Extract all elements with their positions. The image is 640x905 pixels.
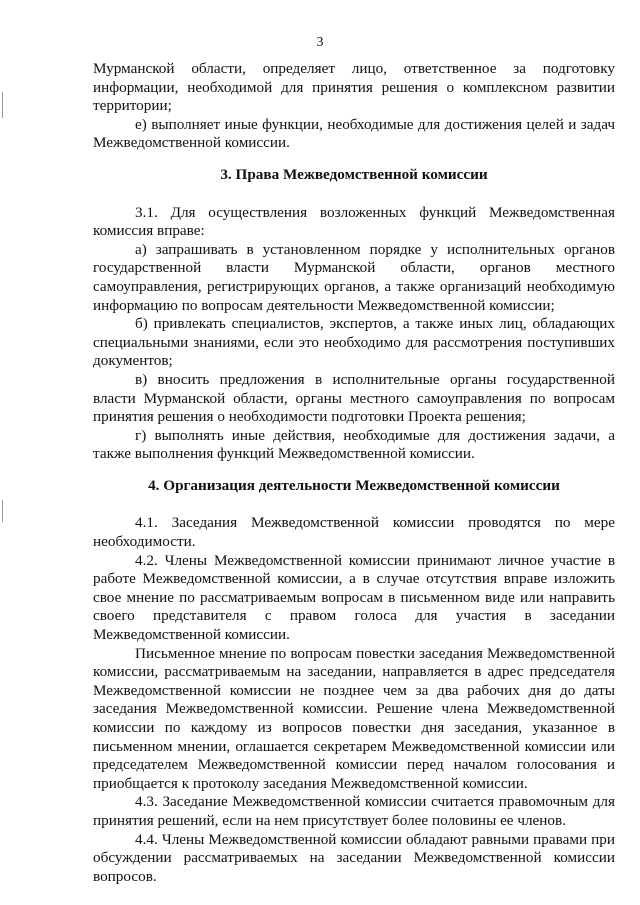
paragraph-continuation: Мурманской области, определяет лицо, ответственное за подготовку информации, необходимой для принятия решения о комплексном развитии территории; — [93, 60, 615, 115]
paragraph-item-a: а) запрашивать в установленном порядке у исполнительных органов государственной власти Мурманской области, органов местного самоуправления, регистрирующих органов, а также организаций необходимую информацию по вопросам деятельности Межведомственной комиссии; — [93, 240, 615, 314]
paragraph-4-4: 4.4. Члены Межведомственной комиссии обладают равными правами при обсуждении рассматриваемых на заседании Межведомственной комиссии вопросов. — [93, 830, 615, 885]
paragraph-4-3: 4.3. Заседание Межведомственной комиссии считается правомочным для принятия решений, если на нем присутствует более половины ее членов. — [93, 793, 615, 829]
scan-edge-mark — [2, 92, 3, 118]
section-heading-4: 4. Организация деятельности Межведомственной комиссии — [148, 476, 560, 494]
paragraph-4-1: 4.1. Заседания Межведомственной комиссии проводятся по мере необходимости. — [93, 514, 615, 551]
paragraph-item-v: в) вносить предложения в исполнительные органы государственной власти Мурманской области, органы местного самоуправления по вопросам принятия решения о необходимости подготовки Проекта решения; — [93, 370, 615, 426]
page-number: 3 — [316, 35, 324, 50]
paragraph-item-g: г) выполнять иные действия, необходимые для достижения задачи, а также выполнения функций Межведомственной комиссии. — [93, 426, 615, 463]
paragraph-4-2: 4.2. Члены Межведомственной комиссии принимают личное участие в работе Межведомственной комиссии, а в случае отсутствия вправе изложить свое мнение по рассматриваемым вопросам в письменном виде или направить своего представителя с правом голоса для участия в заседании Межведомственной комиссии. — [93, 551, 615, 644]
document-body — [93, 60, 615, 886]
paragraph-3-1: 3.1. Для осуществления возложенных функций Межведомственная комиссия вправе: — [93, 203, 615, 240]
paragraph-item-e: е) выполняет иные функции, необходимые для достижения целей и задач Межведомственной комиссии. — [93, 115, 615, 152]
section-heading-3: 3. Права Межведомственной комиссии — [220, 165, 488, 183]
scan-edge-mark — [2, 500, 3, 522]
paragraph-item-b: б) привлекать специалистов, экспертов, а также иных лиц, обладающих специальными знаниями, если это необходимо для рассмотрения поступивших документов; — [93, 315, 615, 370]
paragraph-written-opinion: Письменное мнение по вопросам повестки заседания Межведомственной комиссии, рассматриваемым на заседании, направляется в адрес председателя Межведомственной комиссии не позднее чем за два рабочих дня до даты заседания Межведомственной комиссии. Решение члена Межведомственной комиссии по каждому из вопросов повестки дня заседания, указанное в письменном мнении, оглашается секретарем Межведомственной комиссии или председателем Межведомственной комиссии перед началом голосования и приобщается к протоколу заседания Межведомственной комиссии. — [93, 644, 615, 792]
